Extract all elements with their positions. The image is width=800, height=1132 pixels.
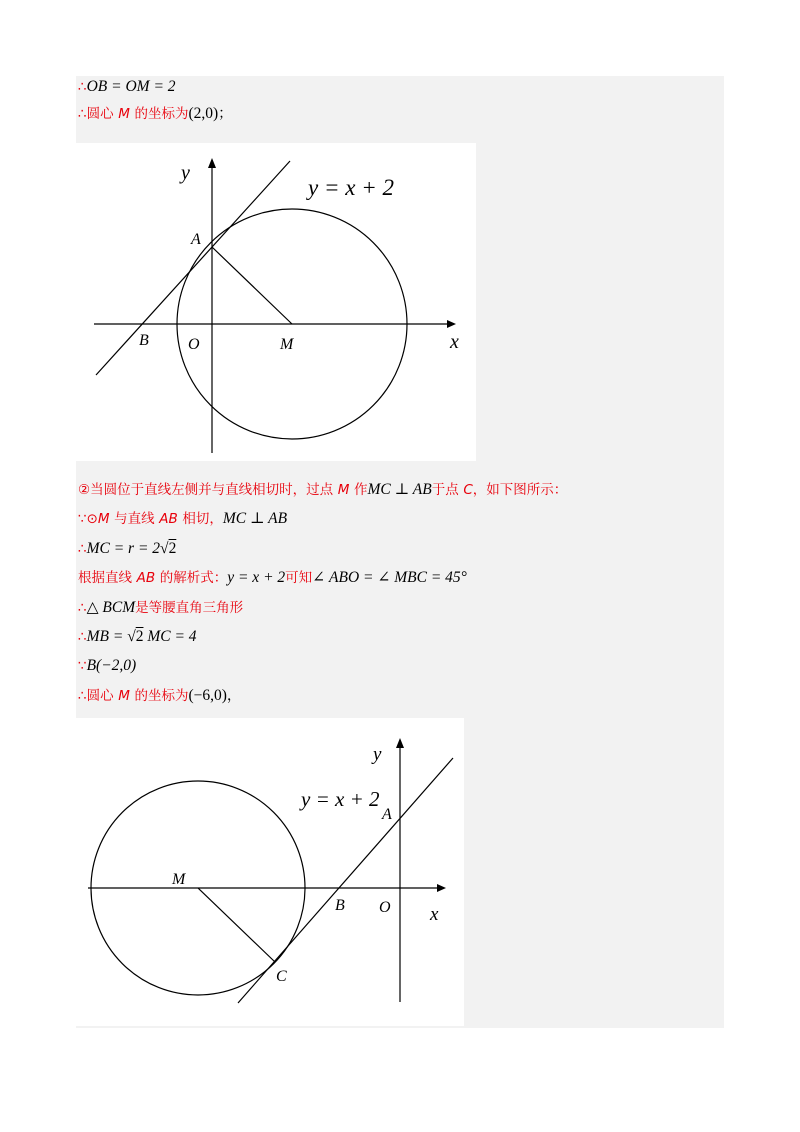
circle-symbol: ⊙: [86, 511, 98, 527]
math-line-equation: y = x + 2: [227, 569, 286, 586]
var-m: M: [118, 106, 130, 122]
text-coordinate-is: 的坐标为: [134, 688, 189, 704]
label-a: A: [382, 806, 392, 823]
sqrt-value: 2: [168, 540, 177, 557]
line-angle-45: [78, 568, 467, 588]
coordinate-value: (2,0): [188, 105, 219, 122]
math-mc-eq-4: MC = 4: [143, 628, 197, 645]
text-at-point: 于点: [431, 482, 459, 498]
figure-2: [76, 718, 464, 1026]
math-mc-eq-r: MC = r = 2: [86, 540, 161, 557]
math-mb-eq: MB =: [86, 628, 128, 645]
label-y: y: [373, 744, 382, 765]
math-b-coordinate: B(−2,0): [86, 657, 137, 674]
text-according: 根据直线: [78, 570, 132, 586]
because-symbol: ∵: [78, 658, 87, 674]
math-triangle-bcm: △ BCM: [86, 599, 136, 616]
therefore-symbol: ∴: [78, 79, 87, 95]
sqrt-icon: √: [127, 628, 136, 645]
figure-1: [76, 143, 476, 461]
therefore-symbol: ∴: [78, 600, 87, 616]
label-x: x: [450, 331, 459, 353]
circle-number: ②: [78, 482, 91, 498]
math-mc-perp-ab: MC ⊥ AB: [367, 481, 432, 498]
coordinate-value: (−6,0): [188, 687, 227, 704]
segment-am: [212, 247, 292, 324]
label-m: M: [172, 871, 186, 888]
figure-2-svg: [76, 718, 464, 1026]
var-ab: AB: [159, 511, 178, 527]
y-axis-arrow-icon: [396, 738, 404, 748]
line-triangle: [78, 598, 243, 618]
var-c: C: [463, 482, 473, 498]
x-axis-arrow-icon: [437, 884, 446, 892]
line-mb: [78, 627, 197, 647]
label-x: x: [430, 904, 439, 925]
line-ob-om: [78, 77, 176, 97]
var-ab: AB: [136, 570, 156, 586]
line-tangent-condition: [78, 509, 287, 529]
text-analytic: 的解析式：: [159, 570, 228, 586]
var-m: M: [118, 688, 130, 704]
therefore-symbol: ∴: [78, 106, 87, 122]
label-c: C: [276, 968, 287, 985]
line-mc-radius: [78, 539, 176, 559]
var-m: M: [97, 511, 110, 527]
sqrt-value: 2: [135, 628, 144, 645]
text-make: 作: [353, 482, 368, 498]
line-center-coordinate-1: [78, 104, 233, 124]
tail-punct: ；: [218, 106, 233, 122]
math-angle: ∠ ABO = ∠ MBC = 45°: [312, 569, 467, 586]
segment-mc: [198, 888, 275, 962]
label-b: B: [139, 332, 149, 349]
y-axis-arrow-icon: [208, 158, 216, 168]
text-with-line: 与直线: [114, 511, 155, 527]
label-o: O: [188, 336, 200, 353]
x-axis-arrow-icon: [447, 320, 456, 328]
math-expression: OB = OM = 2: [86, 78, 176, 95]
label-b: B: [335, 897, 345, 914]
equation-label: y = x + 2: [301, 787, 380, 811]
figure-1-svg: [76, 143, 476, 461]
line-center-coordinate-2: [78, 686, 241, 706]
line-point-b: [78, 656, 136, 676]
label-a: A: [191, 231, 201, 248]
text-tangent: 相切，: [182, 511, 223, 527]
equation-label: y = x + 2: [308, 175, 394, 200]
text-know: 可知: [285, 570, 313, 586]
text-case-2: 当圆位于直线左侧并与直线相切时，过点: [90, 482, 334, 498]
math-mc-perp-ab: MC ⊥ AB: [222, 510, 288, 527]
text-center: 圆心: [86, 106, 114, 122]
text-center: 圆心: [86, 688, 114, 704]
therefore-symbol: ∴: [78, 629, 87, 645]
text-isosceles-right: 是等腰直角三角形: [135, 600, 244, 616]
text-coordinate-is: 的坐标为: [134, 106, 189, 122]
text-as-shown: ，如下图所示：: [472, 482, 568, 498]
sqrt-icon: √: [160, 540, 169, 557]
tail-punct: ，: [226, 688, 242, 704]
therefore-symbol: ∴: [78, 541, 87, 557]
label-o: O: [379, 899, 391, 916]
var-m: M: [337, 482, 350, 498]
label-m: M: [280, 336, 294, 353]
therefore-symbol: ∴: [78, 688, 87, 704]
because-symbol: ∵: [78, 511, 87, 527]
line-case-2: [78, 480, 567, 500]
label-y: y: [181, 162, 190, 184]
